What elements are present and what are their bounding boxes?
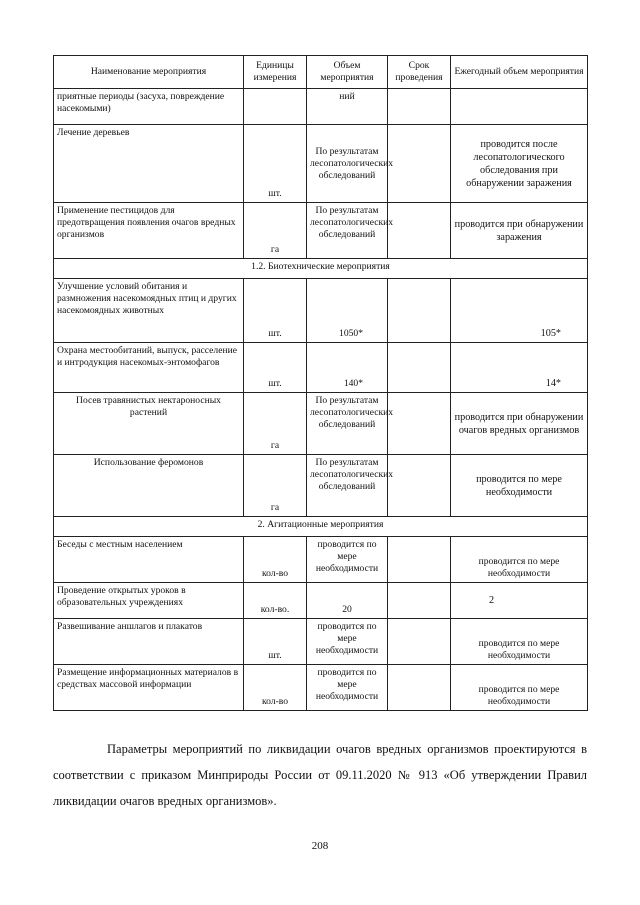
section-title: 2. Агитационные мероприятия [54,517,588,537]
measures-table [53,55,588,711]
cell-term [388,455,451,517]
header-term: Срок проведения [388,56,451,89]
section-row-biotechnical [54,259,588,279]
cell-annual: 2 [451,583,588,619]
cell-volume: По результатам лесопатологических обследований [307,455,388,517]
cell-unit: шт. [244,125,307,203]
table-row [54,343,588,393]
section-row-agitation [54,517,588,537]
header-volume: Объем мероприятия [307,56,388,89]
cell-unit: шт. [244,619,307,665]
cell-annual: 14* [451,343,588,393]
cell-term [388,89,451,125]
section-title: 1.2. Биотехнические мероприятия [54,259,588,279]
cell-volume: проводится по мере необходимости [307,619,388,665]
table-row [54,279,588,343]
cell-unit: га [244,203,307,259]
cell-annual: проводится при обнаружении заражения [451,203,588,259]
cell-name: Лечение деревьев [54,125,244,203]
cell-annual: проводится по мере необходимости [451,619,588,665]
cell-name: Охрана местообитаний, выпуск, расселение и интродукция насекомых-энтомофагов [54,343,244,393]
cell-unit: шт. [244,343,307,393]
body-paragraph: Параметры мероприятий по ликвидации очагов вредных организмов проектируются в соответствии с приказом Минприроды России от 09.11.2020 № 913 «Об утверждении Правил ликвидации очагов вредных организмов». [53,742,587,808]
cell-annual: проводится по мере необходимости [451,537,588,583]
cell-volume: По результатам лесопатологических обследований [307,125,388,203]
cell-volume: проводится по мере необходимости [307,665,388,711]
cell-name: приятные периоды (засуха, повреждение насекомыми) [54,89,244,125]
cell-term [388,583,451,619]
header-unit: Единицы измерения [244,56,307,89]
table-row [54,665,588,711]
cell-name: Применение пестицидов для предотвращения появления очагов вредных организмов [54,203,244,259]
cell-name: Размещение информационных материалов в средствах массовой информации [54,665,244,711]
cell-term [388,665,451,711]
cell-term [388,279,451,343]
table-row [54,583,588,619]
cell-annual: 105* [451,279,588,343]
cell-volume: 1050* [307,279,388,343]
cell-term [388,343,451,393]
cell-annual: проводится по мере необходимости [451,455,588,517]
cell-unit: кол-во. [244,583,307,619]
cell-name: Проведение открытых уроков в образовательных учреждениях [54,583,244,619]
cell-term [388,393,451,455]
cell-volume: ний [307,89,388,125]
cell-unit: кол-во [244,537,307,583]
cell-annual: проводится по мере необходимости [451,665,588,711]
cell-name: Развешивание аншлагов и плакатов [54,619,244,665]
cell-annual [451,89,588,125]
cell-term [388,537,451,583]
cell-annual: проводится после лесопатологического обследования при обнаружении заражения [451,125,588,203]
cell-name: Беседы с местным населением [54,537,244,583]
header-name: Наименование мероприятия [54,56,244,89]
cell-unit: га [244,393,307,455]
cell-unit: шт. [244,279,307,343]
cell-term [388,203,451,259]
cell-term [388,125,451,203]
table-header-row [54,56,588,89]
cell-volume: проводится по мере необходимости [307,537,388,583]
cell-name: Улучшение условий обитания и размножения насекомоядных птиц и других насекомоядных животных [54,279,244,343]
cell-unit: га [244,455,307,517]
table-row [54,203,588,259]
cell-unit [244,89,307,125]
header-annual: Ежегодный объем мероприятия [451,56,588,89]
page-number: 208 [311,840,329,852]
cell-volume: 20 [307,583,388,619]
cell-volume: По результатам лесопатологических обследований [307,393,388,455]
table-row [54,455,588,517]
cell-volume: 140* [307,343,388,393]
cell-term [388,619,451,665]
cell-name: Посев травянистых нектароносных растений [54,393,244,455]
cell-name: Использование феромонов [54,455,244,517]
table-row [54,125,588,203]
table-row [54,619,588,665]
table-row [54,393,588,455]
cell-volume: По результатам лесопатологических обследований [307,203,388,259]
cell-unit: кол-во [244,665,307,711]
table-row [54,89,588,125]
cell-annual: проводится при обнаружении очагов вредных организмов [451,393,588,455]
table-row [54,537,588,583]
